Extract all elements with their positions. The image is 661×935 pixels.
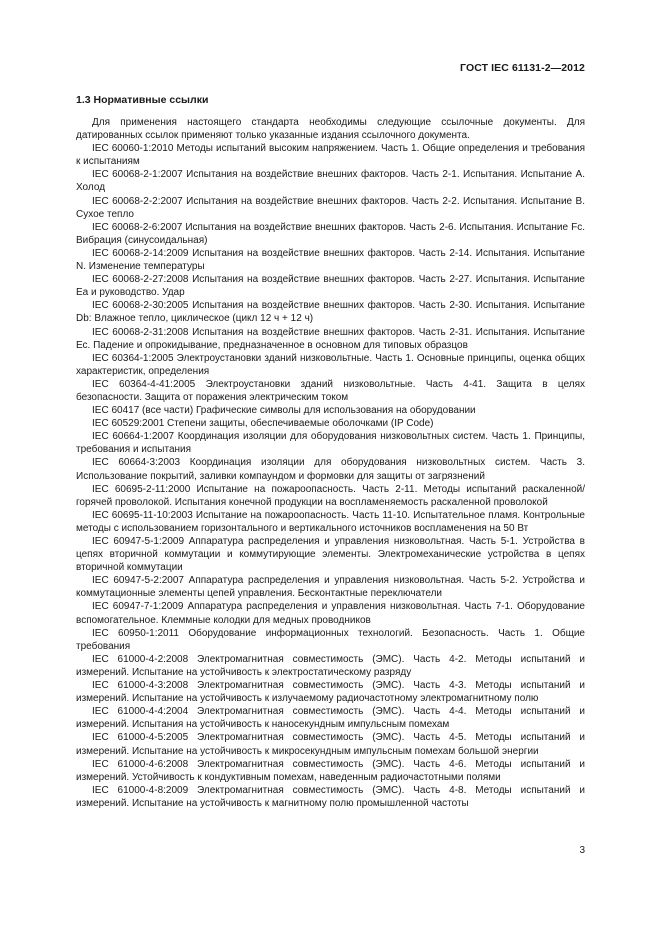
- reference-item: IEC 60364-4-41:2005 Электроустановки зданий низковольтные. Часть 4-41. Защита в целях безопасности. Защита от поражения электрическим током: [76, 378, 585, 403]
- page-number: 3: [579, 845, 585, 856]
- reference-list: [76, 116, 585, 810]
- reference-item: IEC 60068-2-2:2007 Испытания на воздействие внешних факторов. Часть 2-2. Испытания. Испытание В. Сухое тепло: [76, 195, 585, 220]
- reference-item: IEC 60068-2-30:2005 Испытания на воздействие внешних факторов. Часть 2-30. Испытания. Испытание Db: Влажное тепло, циклическое (цикл 12 ч + 12 ч): [76, 300, 585, 325]
- reference-item: IEC 60068-2-14:2009 Испытания на воздействие внешних факторов. Часть 2-14. Испытания. Испытание N. Изменение температуры: [76, 247, 585, 273]
- reference-item: IEC 61000-4-2:2008 Электромагнитная совместимость (ЭМС). Часть 4-2. Методы испытаний и измерений. Испытание на устойчивость к электростатическому разряду: [76, 653, 585, 678]
- reference-item: IEC 60664-3:2003 Координация изоляции для оборудования низковольтных систем. Часть 3. Использование покрытий, заливки компаундом и формовки для защиты от загрязнений: [76, 457, 585, 482]
- reference-item: IEC 60664-1:2007 Координация изоляции для оборудования низковольтных систем. Часть 1. Принципы, требования и испытания: [76, 431, 585, 456]
- reference-item: IEC 61000-4-8:2009 Электромагнитная совместимость (ЭМС). Часть 4-8. Методы испытаний и измерений. Испытание на устойчивость к магнитному полю промышленной частоты: [76, 784, 585, 809]
- reference-item: IEC 61000-4-5:2005 Электромагнитная совместимость (ЭМС). Часть 4-5. Методы испытаний и измерений. Испытание на устойчивость к микросекундным импульсным помехам большой энергии: [76, 732, 585, 757]
- reference-item: IEC 61000-4-6:2008 Электромагнитная совместимость (ЭМС). Часть 4-6. Методы испытаний и измерений. Устойчивость к кондуктивным помехам, наведенным радиочастотными полями: [76, 758, 585, 783]
- reference-item: IEC 61000-4-3:2008 Электромагнитная совместимость (ЭМС). Часть 4-3. Методы испытаний и измерений. Испытание на устойчивость к излучаемому радиочастотному электромагнитному полю: [76, 680, 585, 705]
- document-body: [76, 94, 585, 810]
- reference-item: IEC 60947-5-2:2007 Аппаратура распределения и управления низковольтная. Часть 5-2. Устройства и коммутационные элементы цепей управления. Бесконтактные переключатели: [76, 575, 585, 600]
- reference-item: IEC 60947-5-1:2009 Аппаратура распределения и управления низковольтная. Часть 5-1. Устройства в цепях вторичной коммутации и коммутирующие элементы. Электромеханические устройства в цепях вторичной коммутации: [76, 536, 585, 574]
- reference-item: IEC 60068-2-1:2007 Испытания на воздействие внешних факторов. Часть 2-1. Испытания. Испытание А. Холод: [76, 169, 585, 194]
- reference-item: IEC 60364-1:2005 Электроустановки зданий низковольтные. Часть 1. Основные принципы, оценка общих характеристик, определения: [76, 352, 585, 377]
- reference-item: IEC 60529:2001 Степени защиты, обеспечиваемые оболочками (IP Code): [92, 418, 434, 430]
- reference-item: IEC 60068-2-27:2008 Испытания на воздействие внешних факторов. Часть 2-27. Испытания. Испытание Еа и руководство. Удар: [76, 274, 585, 299]
- reference-item: IEC 60947-7-1:2009 Аппаратура распределения и управления низковольтная. Часть 7-1. Оборудование вспомогательное. Клеммные колодки для медных проводников: [76, 601, 585, 626]
- reference-item: IEC 60417 (все части) Графические символы для использования на оборудовании: [92, 405, 476, 417]
- reference-item: IEC 60068-2-31:2008 Испытания на воздействие внешних факторов. Часть 2-31. Испытания. Испытание Ес. Падение и опрокидывание, предназначенное в основном для типовых образцов: [76, 326, 585, 351]
- reference-item: IEC 60695-11-10:2003 Испытание на пожароопасность. Часть 11-10. Испытательное пламя. Контрольные методы с использованием горизонтального и вертикального источников воспламенения на 50 Вт: [76, 509, 585, 534]
- document-code-header: ГОСТ IEC 61131-2—2012: [460, 62, 585, 74]
- reference-item: IEC 60695-2-11:2000 Испытание на пожароопасность. Часть 2-11. Методы испытаний раскаленной/горячей проволокой. Испытания конечной продукции на воспламеняемость раскаленной проволокой: [76, 483, 585, 508]
- reference-item: IEC 61000-4-4:2004 Электромагнитная совместимость (ЭМС). Часть 4-4. Методы испытаний и измерений. Испытания на устойчивость к наносекундным импульсным помехам: [76, 706, 585, 731]
- reference-item: IEC 60060-1:2010 Методы испытаний высоким напряжением. Часть 1. Общие определения и требования к испытаниям: [76, 143, 585, 168]
- intro-paragraph: Для применения настоящего стандарта необходимы следующие ссылочные документы. Для датированных ссылок применяют только указанные издания ссылочного документа.: [76, 117, 585, 142]
- reference-item: IEC 60068-2-6:2007 Испытания на воздействие внешних факторов. Часть 2-6. Испытания. Испытание Fc. Вибрация (синусоидальная): [76, 221, 585, 246]
- section-title: 1.3 Нормативные ссылки: [76, 94, 209, 106]
- reference-item: IEC 60950-1:2011 Оборудование информационных технологий. Безопасность. Часть 1. Общие требования: [76, 627, 585, 652]
